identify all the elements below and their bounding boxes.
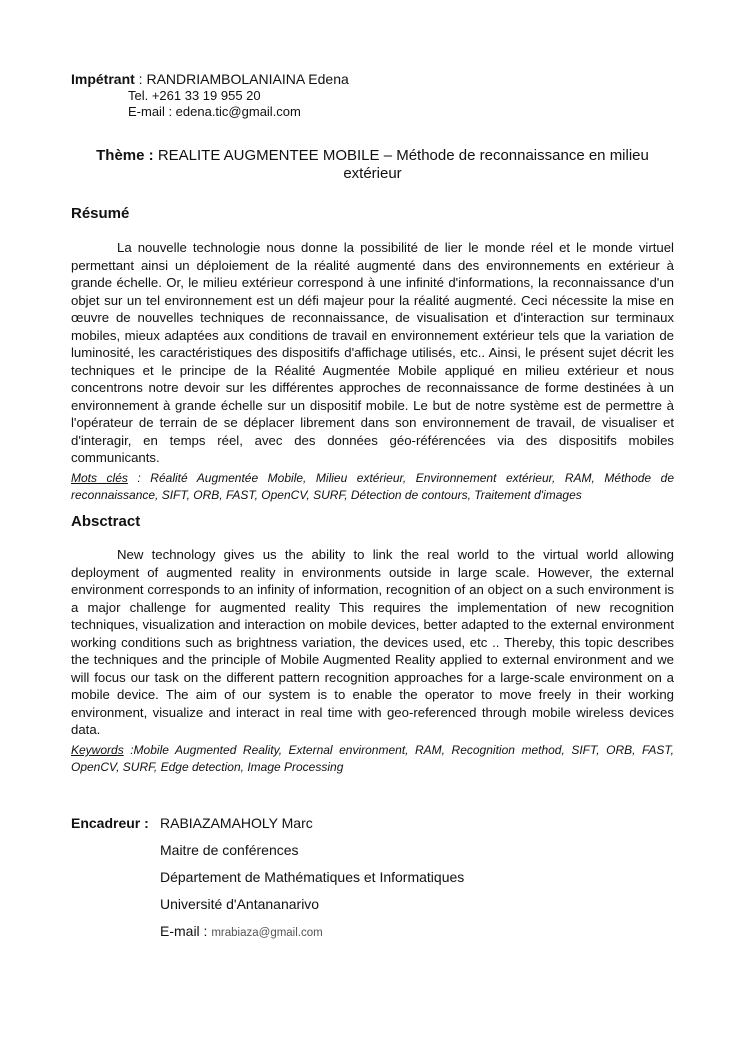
abstract-keywords-label: Keywords: [71, 743, 124, 757]
supervisor-name: RABIAZAMAHOLY Marc: [160, 815, 313, 831]
theme-label: Thème :: [96, 147, 154, 164]
supervisor-email-label: E-mail :: [160, 923, 212, 939]
applicant-email: E-mail : edena.tic@gmail.com: [128, 104, 301, 119]
applicant-line: [71, 71, 349, 88]
supervisor-department: Département de Mathématiques et Informatiques: [160, 869, 465, 885]
resume-keywords: [71, 470, 674, 504]
resume-body: La nouvelle technologie nous donne la possibilité de lier le monde réel et le monde virtuel permettant ainsi un déploiement de la réalité augmenté dans des environnements en extérieur à grande échelle. Or, le milieu extérieur correspond à une infinité d'informations, la reconnaissance d'un objet sur un tel environnement est un défi majeur pour la réalité augmenté. Ceci nécessite la mise en œuvre de nouvelles techniques de reconnaissance, de visualisation et d'interaction sur terminaux mobiles, mieux adaptées aux conditions de travail en environnement extérieur tels que la variation de luminosité, les caractéristiques des dispositifs d'affichage utilisés, etc.. Ainsi, le présent sujet décrit les techniques et le principe de la Réalité Augmentée Mobile appliqué en milieu extérieur et nous concentrons notre devoir sur les différentes approches de reconnaissance de forme destinées à un environnement à grande échelle sur un dispositif mobile. Le but de notre système est de permettre à l'opérateur de terrain de se déplacer librement dans son environnement de travail, de visualiser et d'interagir, en temps réel, avec des données géo-référencées via des dispositifs mobiles communicants.: [71, 240, 674, 465]
supervisor-title: Maitre de conférences: [160, 842, 299, 858]
theme-title-line2: extérieur: [343, 165, 402, 182]
supervisor-email-line: [160, 923, 323, 942]
resume-keywords-list: : Réalité Augmentée Mobile, Milieu extérieur, Environnement extérieur, RAM, Méthode de reconnaissance, SIFT, ORB, FAST, OpenCV, SURF, Détection de contours, Traitement d'images: [71, 471, 674, 502]
abstract-keywords-list: :Mobile Augmented Reality, External environment, RAM, Recognition method, SIFT, ORB, FAST, OpenCV, SURF, Edge detection, Image Processing: [71, 743, 674, 774]
theme-title: [71, 147, 674, 183]
applicant-tel: Tel. +261 33 19 955 20: [128, 88, 261, 103]
supervisor-university: Université d'Antananarivo: [160, 896, 320, 912]
resume-keywords-label: Mots clés: [71, 471, 128, 485]
applicant-separator: :: [134, 71, 147, 87]
theme-title-line1: REALITE AUGMENTEE MOBILE – Méthode de reconnaissance en milieu: [157, 147, 649, 164]
supervisor-label: Encadreur :: [71, 815, 149, 831]
applicant-label: Impétrant: [71, 71, 135, 87]
abstract-heading: Absctract: [71, 513, 141, 530]
applicant-name: RANDRIAMBOLANIAINA Edena: [146, 71, 349, 87]
supervisor-email: mrabiaza@gmail.com: [211, 927, 323, 939]
abstract-body: New technology gives us the ability to link the real world to the virtual world allowing deployment of augmented reality in environments outside in large scale. However, the external environment corresponds to an infinity of information, recognition of an object on a such environment is a major challenge for augmented reality This requires the implementation of new recognition techniques, visualization and interaction on mobile devices, better adapted to the external environment working conditions such as brightness variation, the devices used, etc .. Thereby, this topic describes the techniques and the principle of Mobile Augmented Reality applied to external environment and we will focus our task on the different pattern recognition approaches for a large-scale environment on a mobile device. The aim of our system is to enable the operator to move freely in their working environment, visualize and interact in real time with geo-referenced through mobile wireless devices data.: [71, 547, 674, 737]
abstract-keywords: [71, 742, 674, 776]
resume-heading: Résumé: [71, 205, 130, 222]
